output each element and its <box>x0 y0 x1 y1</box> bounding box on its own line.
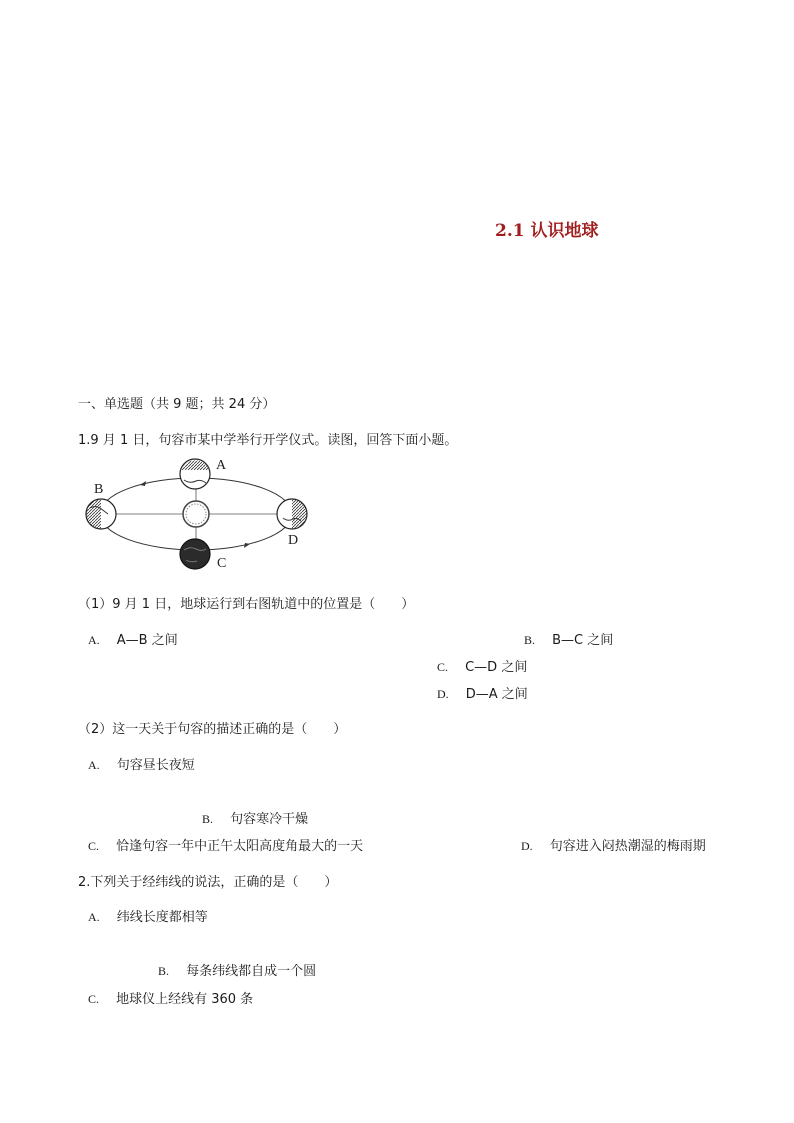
option-letter: B. <box>202 812 214 826</box>
question-1-2-text: （2）这一天关于句容的描述正确的是（ ） <box>78 722 347 737</box>
option-text: A—B 之间 <box>116 633 178 648</box>
page-title: 2.1 认识地球 <box>495 221 599 241</box>
option-letter: D. <box>437 687 449 701</box>
option-text: 句容昼长夜短 <box>116 758 195 773</box>
option-letter: C. <box>88 839 100 853</box>
question-2-stem: 2.下列关于经纬线的说法，正确的是（ ） <box>78 875 338 890</box>
option-letter: B. <box>524 633 536 647</box>
q2-option-b[interactable] <box>158 960 316 979</box>
option-text: B—C 之间 <box>552 633 614 648</box>
label-d: D <box>288 533 299 548</box>
section-heading: 一、单选题（共 9 题；共 24 分） <box>78 397 276 412</box>
option-letter: C. <box>88 992 100 1006</box>
q1-1-option-a[interactable] <box>88 629 178 648</box>
question-1-stem: 1.9 月 1 日，句容市某中学举行开学仪式。读图，回答下面小题。 <box>78 433 458 448</box>
option-text: 恰逢句容一年中正午太阳高度角最大的一天 <box>116 839 364 854</box>
q1-2-option-a[interactable] <box>88 754 195 773</box>
q1-2-option-d[interactable] <box>521 835 706 854</box>
earth-b-icon <box>86 499 116 529</box>
q1-1-option-b[interactable] <box>524 629 613 648</box>
option-letter: A. <box>88 910 100 924</box>
option-letter: A. <box>88 758 100 772</box>
q1-1-option-c[interactable] <box>437 656 527 675</box>
option-letter: A. <box>88 633 100 647</box>
label-b: B <box>94 482 104 497</box>
option-letter: C. <box>437 660 449 674</box>
q2-option-a[interactable] <box>88 906 208 925</box>
question-1-1-text: （1）9 月 1 日，地球运行到右图轨道中的位置是（ ） <box>78 597 415 612</box>
earth-orbit-diagram <box>80 452 320 580</box>
q2-option-c[interactable] <box>88 988 253 1007</box>
label-c: C <box>217 556 227 571</box>
sun-icon <box>183 501 209 527</box>
option-text: 每条纬线都自成一个圆 <box>186 964 317 979</box>
earth-c-icon <box>180 539 210 569</box>
q1-2-option-c[interactable] <box>88 835 363 854</box>
option-text: 句容进入闷热潮湿的梅雨期 <box>549 839 706 854</box>
earth-a-icon <box>180 459 210 489</box>
label-a: A <box>216 458 227 473</box>
q1-1-option-d[interactable] <box>437 683 528 702</box>
option-text: C—D 之间 <box>465 660 528 675</box>
q1-2-option-b[interactable] <box>202 808 308 827</box>
option-letter: D. <box>521 839 533 853</box>
orbit-arrow-top <box>140 481 146 486</box>
earth-d-icon <box>277 499 307 529</box>
option-text: 地球仪上经线有 360 条 <box>116 992 254 1007</box>
option-text: 句容寒冷干燥 <box>230 812 309 827</box>
option-text: D—A 之间 <box>465 687 528 702</box>
option-text: 纬线长度都相等 <box>116 910 208 925</box>
option-letter: B. <box>158 964 170 978</box>
